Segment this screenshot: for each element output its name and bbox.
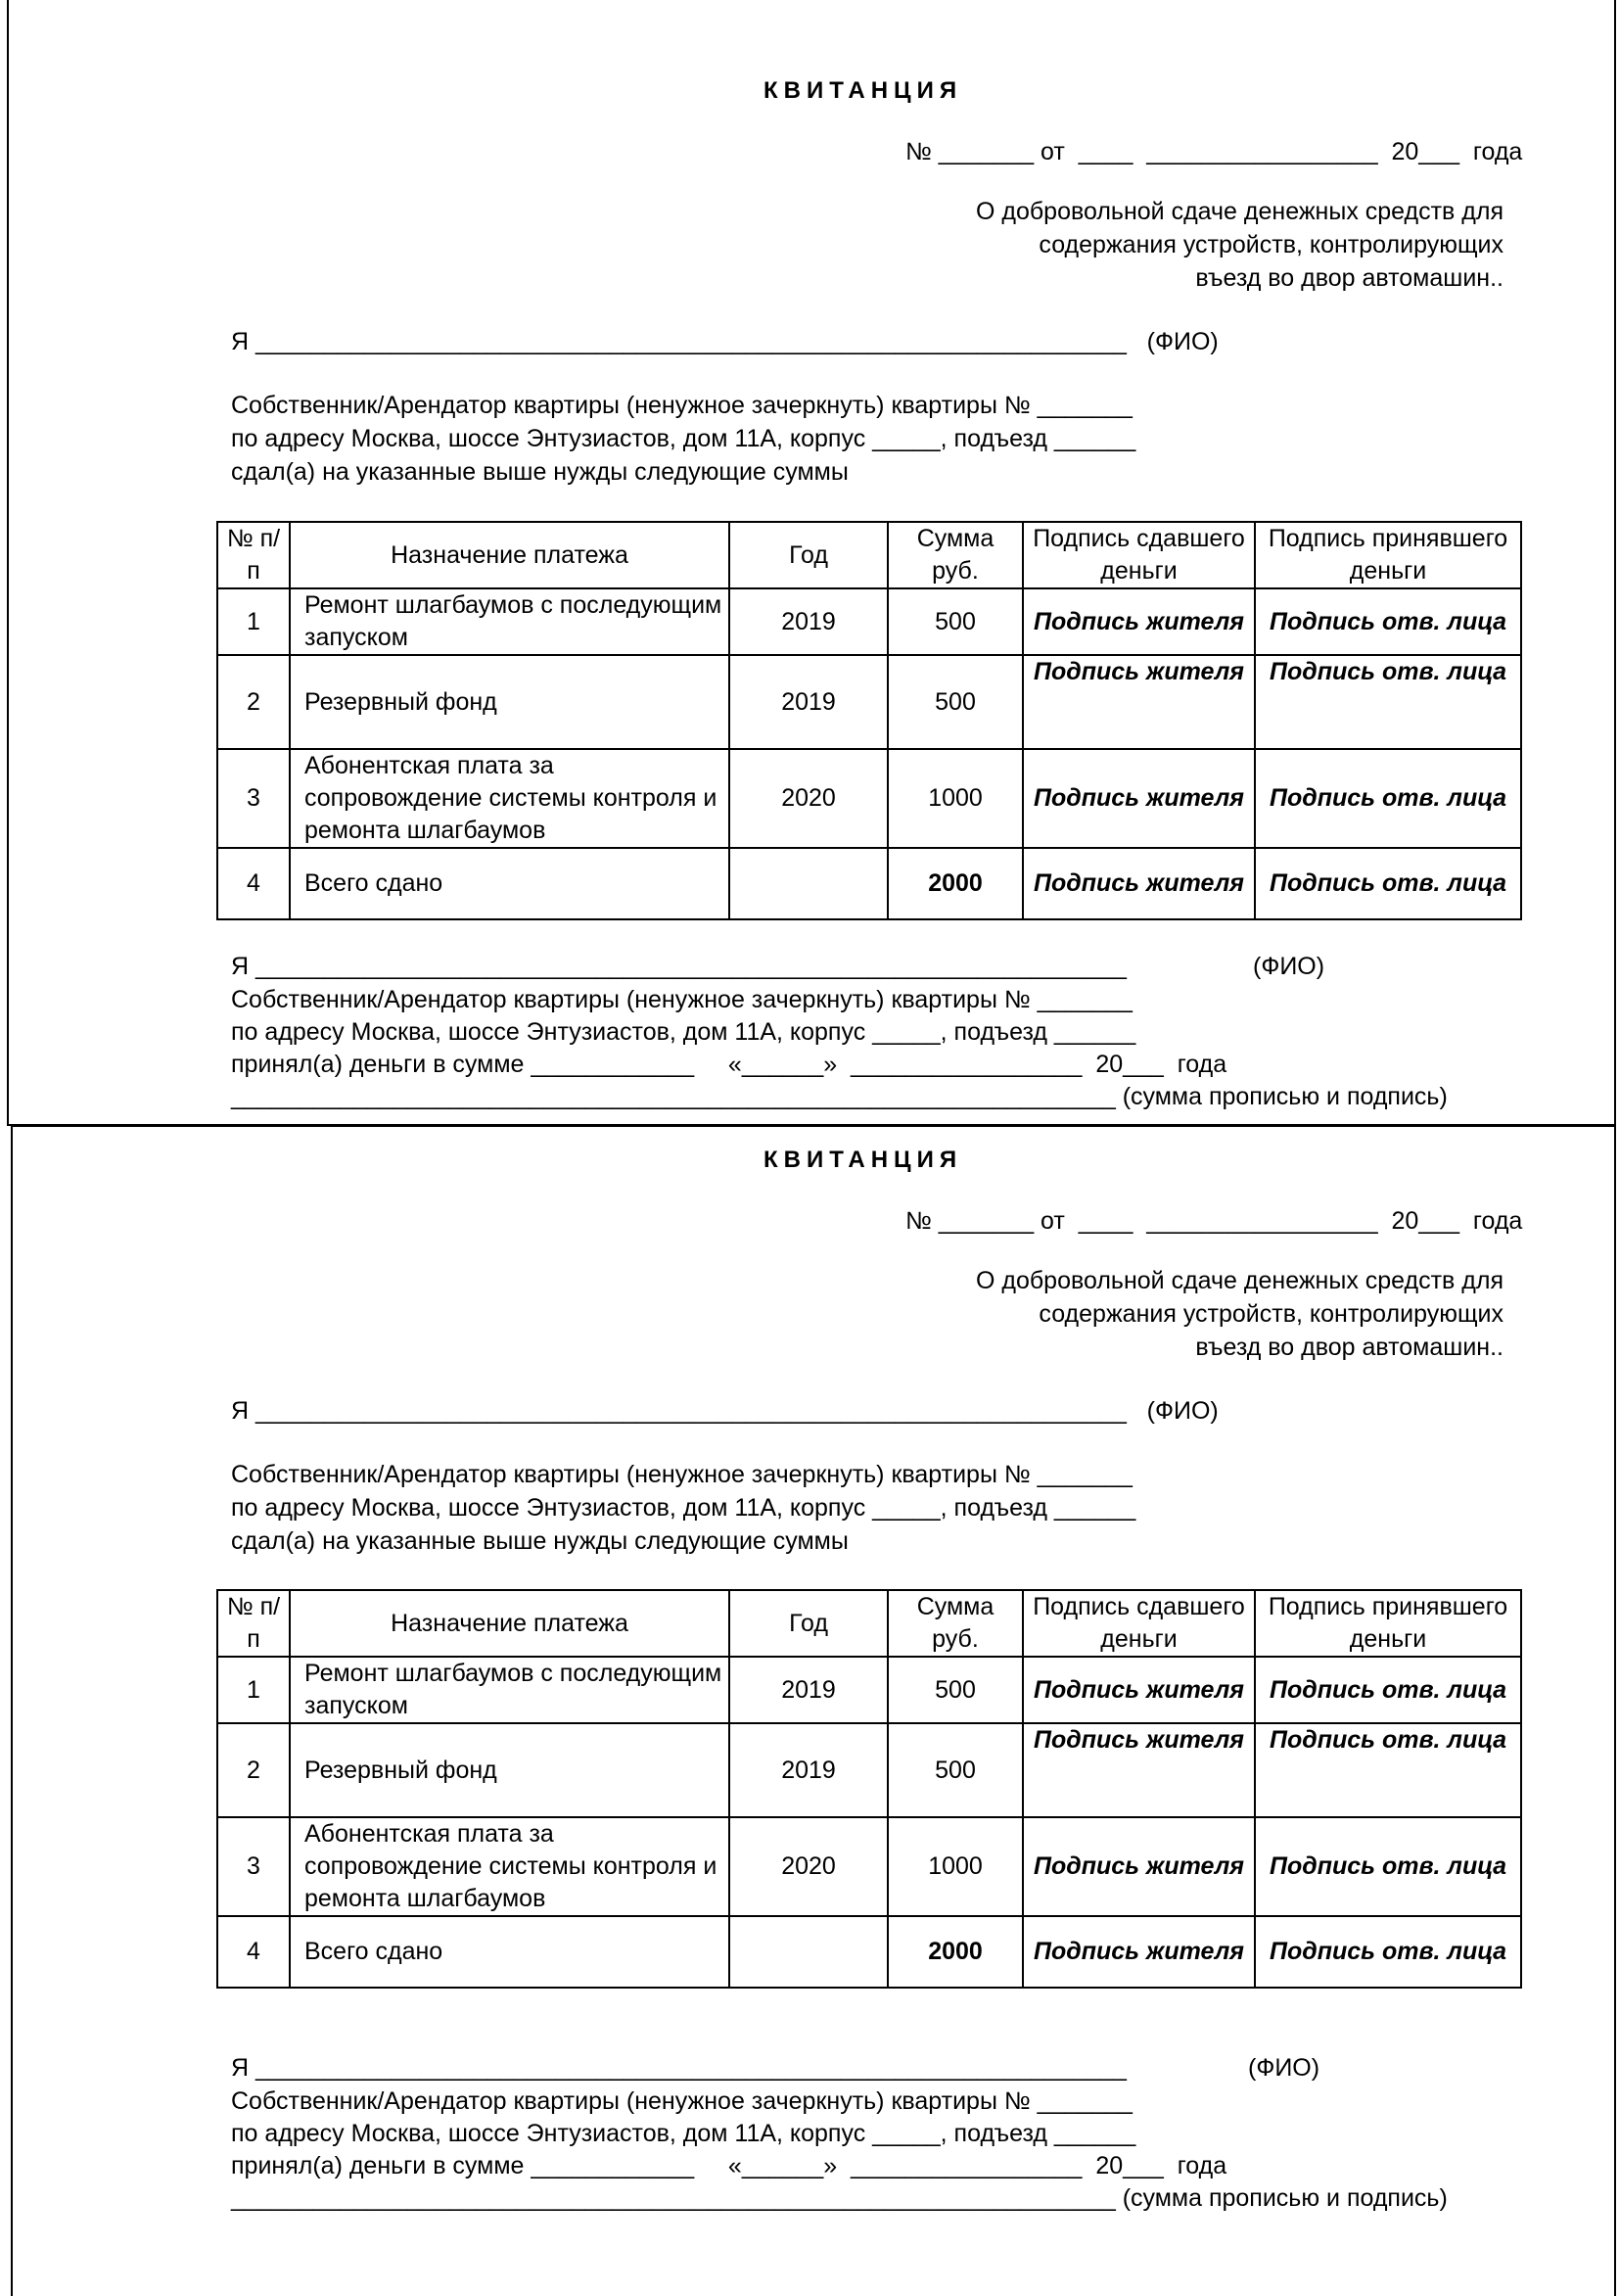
receiver-name-line: Я ________________________________________________________________ [231,953,1127,980]
table-row-total [217,1916,1521,1988]
row-receiver-signature: Подпись отв. лица [1255,848,1521,919]
received-amount-line: принял(а) деньги в сумме ____________ «______» _________________ 20___ года [231,1051,1227,1078]
received-amount-line: принял(а) деньги в сумме ____________ «______» _________________ 20___ года [231,2152,1227,2179]
row-number: 3 [217,1817,290,1916]
header-payer-signature: Подпись сдавшего деньги [1023,1590,1255,1657]
sums-intro-line: сдал(а) на указанные выше нужды следующие суммы [231,1527,849,1555]
row-payer-signature: Подпись жителя [1023,749,1255,848]
row-number: 2 [217,1723,290,1817]
payment-table [216,1589,1522,1989]
table-row [217,1657,1521,1723]
row-total-sum: 2000 [888,848,1023,919]
row-receiver-signature: Подпись отв. лица [1255,1723,1521,1817]
purpose-line: въезд во двор автомашин.. [1195,1334,1503,1361]
purpose-line: О добровольной сдаче денежных средств для [975,1267,1503,1294]
table-row [217,1723,1521,1817]
row-receiver-signature: Подпись отв. лица [1255,1817,1521,1916]
receiver-address-line: по адресу Москва, шоссе Энтузиастов, дом 11А, корпус _____, подъезд ______ [231,2120,1136,2147]
row-payer-signature: Подпись жителя [1023,1817,1255,1916]
row-number: 4 [217,1916,290,1988]
payment-table [216,521,1522,920]
row-number: 3 [217,749,290,848]
header-number: № п/п [217,1590,290,1657]
row-sum: 500 [888,655,1023,749]
row-payer-signature: Подпись жителя [1023,1916,1255,1988]
sums-intro-line: сдал(а) на указанные выше нужды следующие суммы [231,458,849,486]
table-row [217,749,1521,848]
row-purpose: Абонентская плата за сопровождение системы контроля и ремонта шлагбаумов [290,749,729,848]
receiver-name-line: Я ________________________________________________________________ [231,2054,1127,2082]
row-year [729,848,888,919]
row-number: 2 [217,655,290,749]
row-receiver-signature: Подпись отв. лица [1255,655,1521,749]
row-number: 4 [217,848,290,919]
receiver-fio-label: (ФИО) [1253,953,1325,980]
header-payer-signature: Подпись сдавшего деньги [1023,522,1255,588]
row-purpose: Резервный фонд [290,655,729,749]
row-sum: 500 [888,1657,1023,1723]
table-row [217,588,1521,655]
owner-line: Собственник/Арендатор квартиры (ненужное зачеркнуть) квартиры № _______ [231,392,1133,419]
row-receiver-signature: Подпись отв. лица [1255,588,1521,655]
address-line: по адресу Москва, шоссе Энтузиастов, дом 11А, корпус _____, подъезд ______ [231,425,1136,452]
table-header-row [217,1590,1521,1657]
row-sum: 1000 [888,749,1023,848]
receiver-address-line: по адресу Москва, шоссе Энтузиастов, дом 11А, корпус _____, подъезд ______ [231,1018,1136,1046]
payer-name-line: Я ________________________________________________________________ (ФИО) [231,328,1219,355]
purpose-line: содержания устройств, контролирующих [1039,231,1503,258]
row-receiver-signature: Подпись отв. лица [1255,1657,1521,1723]
row-payer-signature: Подпись жителя [1023,655,1255,749]
header-receiver-signature: Подпись принявшего деньги [1255,1590,1521,1657]
row-year [729,1916,888,1988]
row-sum: 500 [888,1723,1023,1817]
header-year: Год [729,522,888,588]
row-sum: 1000 [888,1817,1023,1916]
row-number: 1 [217,588,290,655]
owner-line: Собственник/Арендатор квартиры (ненужное зачеркнуть) квартиры № _______ [231,1461,1133,1488]
row-year: 2020 [729,1817,888,1916]
table-row-total [217,848,1521,919]
table-row [217,655,1521,749]
row-purpose: Всего сдано [290,1916,729,1988]
receiver-fio-label: (ФИО) [1248,2054,1320,2082]
receiver-owner-line: Собственник/Арендатор квартиры (ненужное зачеркнуть) квартиры № _______ [231,986,1133,1013]
row-year: 2019 [729,1723,888,1817]
row-purpose: Ремонт шлагбаумов с последующим запуском [290,1657,729,1723]
row-purpose: Абонентская плата за сопровождение системы контроля и ремонта шлагбаумов [290,1817,729,1916]
receipt-title: КВИТАНЦИЯ [763,77,963,104]
row-receiver-signature: Подпись отв. лица [1255,1916,1521,1988]
header-sum: Сумма руб. [888,1590,1023,1657]
row-year: 2020 [729,749,888,848]
row-receiver-signature: Подпись отв. лица [1255,749,1521,848]
header-sum: Сумма руб. [888,522,1023,588]
row-purpose: Резервный фонд [290,1723,729,1817]
purpose-line: содержания устройств, контролирующих [1039,1300,1503,1328]
row-total-sum: 2000 [888,1916,1023,1988]
table-row [217,1817,1521,1916]
receipt-number-line: № _______ от ____ _________________ 20___ года [905,138,1523,165]
amount-in-words-line: _________________________________________________________________ (сумма прописью и подпись) [231,2184,1448,2212]
header-number: № п/п [217,522,290,588]
amount-in-words-line: _________________________________________________________________ (сумма прописью и подпись) [231,1083,1448,1110]
header-purpose: Назначение платежа [290,1590,729,1657]
row-payer-signature: Подпись жителя [1023,848,1255,919]
table-header-row [217,522,1521,588]
receiver-owner-line: Собственник/Арендатор квартиры (ненужное зачеркнуть) квартиры № _______ [231,2087,1133,2115]
row-payer-signature: Подпись жителя [1023,1657,1255,1723]
receipt-number-line: № _______ от ____ _________________ 20___ года [905,1207,1523,1235]
header-receiver-signature: Подпись принявшего деньги [1255,522,1521,588]
row-payer-signature: Подпись жителя [1023,1723,1255,1817]
header-year: Год [729,1590,888,1657]
payer-name-line: Я ________________________________________________________________ (ФИО) [231,1397,1219,1425]
address-line: по адресу Москва, шоссе Энтузиастов, дом 11А, корпус _____, подъезд ______ [231,1494,1136,1522]
row-year: 2019 [729,1657,888,1723]
purpose-line: въезд во двор автомашин.. [1195,264,1503,292]
purpose-line: О добровольной сдаче денежных средств для [975,198,1503,225]
row-year: 2019 [729,655,888,749]
row-number: 1 [217,1657,290,1723]
header-purpose: Назначение платежа [290,522,729,588]
row-payer-signature: Подпись жителя [1023,588,1255,655]
row-purpose: Ремонт шлагбаумов с последующим запуском [290,588,729,655]
receipt-title: КВИТАНЦИЯ [763,1147,963,1173]
row-sum: 500 [888,588,1023,655]
row-year: 2019 [729,588,888,655]
row-purpose: Всего сдано [290,848,729,919]
